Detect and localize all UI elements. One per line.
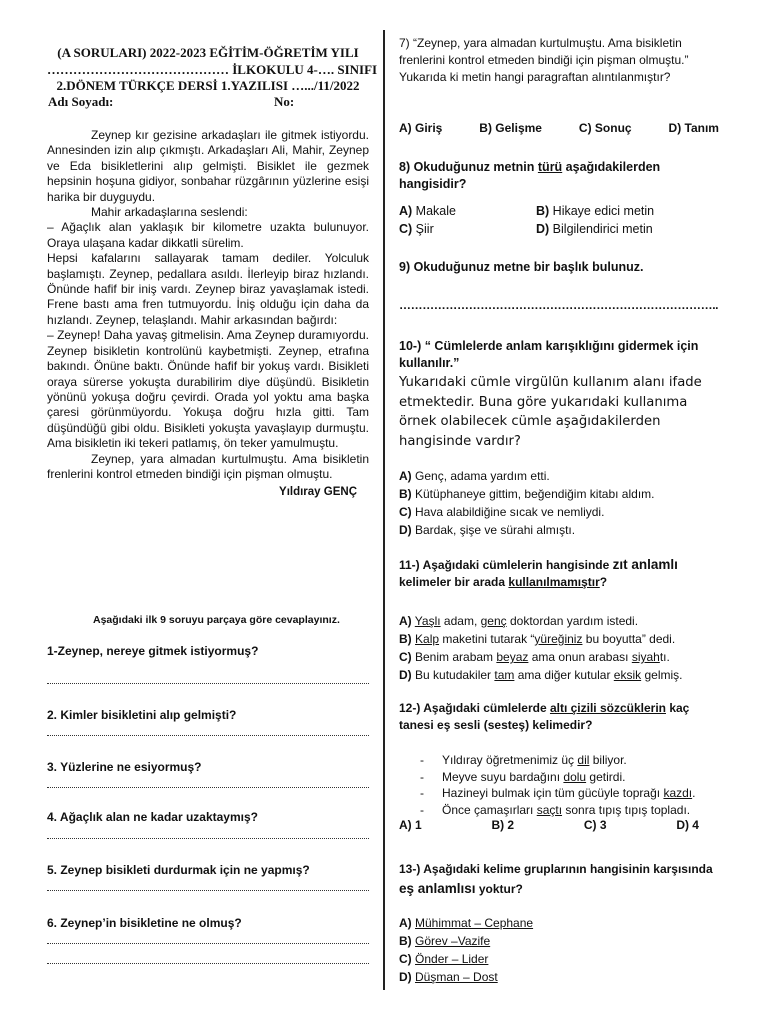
q12-option-a[interactable]: A) 1 bbox=[399, 818, 422, 832]
q8-underlined-word: türü bbox=[537, 160, 563, 174]
exam-title-line2: …………………………………… İLKOKULU 4-…. SINIFI bbox=[47, 62, 378, 77]
q8-text-end: aşağıdakilerden hangisidir? bbox=[399, 160, 661, 191]
q10-option-b[interactable]: B) Kütüphaneye gittim, beğendiğim kitabı aldım. bbox=[399, 487, 655, 501]
answer-line-2[interactable] bbox=[47, 735, 369, 736]
question-13: 13-) Aşağıdaki kelime gruplarının hangisinin karşısında eş anlamlısı yoktur? bbox=[399, 862, 713, 896]
question-7-quote: 7) “Zeynep, yara almadan kurtulmuştu. Ama bisikletin frenlerini kontrol etmeden bindiği için pişman olmuştu.” bbox=[399, 36, 689, 67]
question-10-title: 10-) “ Cümlelerde anlam karışıklığını gidermek için kullanılır.” bbox=[399, 339, 699, 370]
question-13-options bbox=[399, 914, 729, 986]
q12-sentence-3: - Hazineyi bulmak için tüm gücüyle toprağı kazdı. bbox=[420, 786, 696, 800]
exam-title-line3: 2.DÖNEM TÜRKÇE DERSİ 1.YAZILISI ….../11/2022 bbox=[56, 78, 360, 93]
question-9: 9) Okuduğunuz metne bir başlık bulunuz. bbox=[399, 260, 644, 274]
question-3: 3. Yüzlerine ne esiyormuş? bbox=[47, 760, 202, 774]
q12-sentence-1: - Yıldıray öğretmenimiz üç dil biliyor. bbox=[420, 753, 627, 767]
q13-option-c[interactable]: C) Önder – Lider bbox=[399, 952, 489, 966]
q11-option-a[interactable]: A) Yaşlı adam, genç doktordan yardım istedi. bbox=[399, 614, 639, 628]
answer-line-1[interactable] bbox=[47, 683, 369, 684]
name-label: Adı Soyadı: bbox=[48, 94, 114, 109]
question-8 bbox=[399, 159, 723, 193]
reading-passage bbox=[47, 128, 369, 501]
question-7-text: Yukarıda ki metin hangi paragraftan alıntılanmıştır? bbox=[399, 70, 671, 84]
answer-line-6a[interactable] bbox=[47, 943, 369, 944]
question-6: 6. Zeynep’in bisikletine ne olmuş? bbox=[47, 916, 242, 930]
question-11-options bbox=[399, 612, 729, 684]
q10-option-c[interactable]: C) Hava alabildiğine sıcak ve nemliydi. bbox=[399, 505, 605, 519]
question-1: 1-Zeynep, nereye gitmek istiyormuş? bbox=[47, 644, 259, 658]
q8-option-b[interactable]: B) Hikaye edici metin bbox=[536, 204, 655, 218]
q10-option-d[interactable]: D) Bardak, şişe ve sürahi almıştı. bbox=[399, 523, 576, 537]
passage-paragraph-4: Hepsi kafalarını sallayarak tamam dediler. Yolculuk başlamıştı. Zeynep, pedallara asıldı. İlerleyip biraz hızlandı. Önünde hafif bir iniş vardı. Zeynep biraz yavaşlamak istedi. Frene bastı ama fren tutmuyordu. İniş olduğu için daha da hızlandı. Zeynep, telaşlandı. Mahir arkasından bağırdı: bbox=[47, 251, 369, 327]
answer-line-4[interactable] bbox=[47, 838, 369, 839]
question-9-answer-line[interactable]: ……………………………………………………………………….. bbox=[399, 298, 719, 312]
q8-option-a[interactable]: A) Makale bbox=[399, 204, 456, 218]
question-2: 2. Kimler bisikletini alıp gelmişti? bbox=[47, 708, 237, 722]
question-4: 4. Ağaçlık alan ne kadar uzaktaymış? bbox=[47, 810, 258, 824]
passage-paragraph-1: Zeynep kır gezisine arkadaşları ile gitmek istiyordu. Annesinden izin alıp çıkmıştı. Arkadaşları Ali, Mahir, Zeynep ve Eda bisikletlerini alıp gelmişti. Bisiklet ile gezmek hepsinin hoşuna gidiyor, sonbahar rüzgârının yüzlerine esişi harika bir duyguydu. bbox=[47, 128, 369, 204]
q13-option-b[interactable]: B) Görev –Vazife bbox=[399, 934, 491, 948]
passage-author: Yıldıray GENÇ bbox=[279, 486, 357, 499]
q11-option-d[interactable]: D) Bu kutudakiler tam ama diğer kutular eksik gelmiş. bbox=[399, 668, 683, 682]
answer-line-3[interactable] bbox=[47, 787, 369, 788]
passage-paragraph-3: – Ağaçlık alan yaklaşık bir kilometre uzakta bulunuyor. Oraya ulaşana kadar dikkatli sürelim. bbox=[47, 220, 369, 250]
q7-option-d[interactable]: D) Tanım bbox=[668, 121, 719, 135]
q11-option-c[interactable]: C) Benim arabam beyaz ama onun arabası siyahtı. bbox=[399, 650, 670, 664]
q12-sentence-2: - Meyve suyu bardağını dolu getirdi. bbox=[420, 769, 626, 784]
question-7-options bbox=[399, 121, 719, 135]
exam-title-line1: (A SORULARI) 2022-2023 EĞİTİM-ÖĞRETİM YILI bbox=[57, 45, 359, 60]
q13-option-d[interactable]: D) Düşman – Dost bbox=[399, 970, 498, 984]
question-8-options bbox=[399, 202, 719, 238]
q12-sentence-4: - Önce çamaşırları saçtı sonra tıpış tıpış topladı. bbox=[420, 802, 691, 817]
instruction-text: Aşağıdaki ilk 9 soruyu parçaya göre cevaplayınız. bbox=[93, 614, 340, 626]
number-label: No: bbox=[274, 94, 295, 109]
question-5: 5. Zeynep bisikleti durdurmak için ne yapmış? bbox=[47, 863, 310, 877]
column-divider bbox=[383, 30, 385, 990]
answer-line-5[interactable] bbox=[47, 890, 369, 891]
question-10-options bbox=[399, 467, 729, 539]
q7-option-b[interactable]: B) Gelişme bbox=[479, 121, 542, 135]
answer-line-6b[interactable] bbox=[47, 963, 369, 964]
q7-option-a[interactable]: A) Giriş bbox=[399, 121, 443, 135]
passage-paragraph-5: – Zeynep! Daha yavaş gitmelisin. Ama Zeynep duramıyordu. Zeynep bisikletin kontrolünü kaybetmişti. Zeynep, etrafına bakındı. Önüne baktı. Önünde hafif bir yokuş vardı. Bisikleti oraya sürerse yokuşta durabilirim diye düşündü. Bisikletin yönünü yokuşa doğru çevirdi. Orada yol yoktu ama başka çaresi görünmüyordu. Yokuşa doğru hızla gitti. Tam düşündüğü gibi oldu. Bisikleti yokuşta yavaşlayıp durmuştu. Ama bisikletin iki tekeri patlamış, ön teker yamulmuştu. bbox=[47, 328, 369, 451]
q11-option-b[interactable]: B) Kalp maketini tutarak “yüreğiniz bu boyutta” dedi. bbox=[399, 632, 676, 646]
question-11: 11-) Aşağıdaki cümlelerin hangisinde zıt anlamlı kelimeler bir arada kullanılmamıştır? bbox=[399, 557, 678, 589]
passage-paragraph-2: Mahir arkadaşlarına seslendi: bbox=[91, 205, 248, 220]
q12-option-d[interactable]: D) 4 bbox=[676, 818, 699, 832]
question-12: 12-) Aşağıdaki cümlelerde altı çizili sözcüklerin kaç tanesi eş sesli (sesteş) kelimedir? bbox=[399, 701, 690, 732]
q7-option-c[interactable]: C) Sonuç bbox=[578, 121, 632, 135]
question-10-body: Yukarıdaki cümle virgülün kullanım alanı ifade etmektedir. Buna göre yukarıdaki kullanıma örnek olabilecek cümle aşağıdakilerden hangisinde vardır? bbox=[399, 375, 702, 449]
question-12-options bbox=[399, 818, 699, 832]
q12-option-b[interactable]: B) 2 bbox=[491, 818, 515, 832]
q8-text-start: 8) Okuduğunuz metnin bbox=[399, 160, 538, 174]
q8-option-c[interactable]: C) Şiir bbox=[399, 222, 434, 236]
q13-option-a[interactable]: A) Mühimmat – Cephane bbox=[399, 916, 534, 930]
passage-paragraph-6: Zeynep, yara almadan kurtulmuştu. Ama bisikletin frenlerini kontrol etmeden bindiği için pişman olmuştu. bbox=[47, 451, 369, 481]
q8-option-d[interactable]: D) Bilgilendirici metin bbox=[536, 222, 653, 236]
q10-option-a[interactable]: A) Genç, adama yardım etti. bbox=[399, 469, 550, 483]
q12-option-c[interactable]: C) 3 bbox=[583, 818, 607, 832]
question-7 bbox=[399, 35, 723, 86]
question-12-sentences bbox=[420, 752, 730, 818]
